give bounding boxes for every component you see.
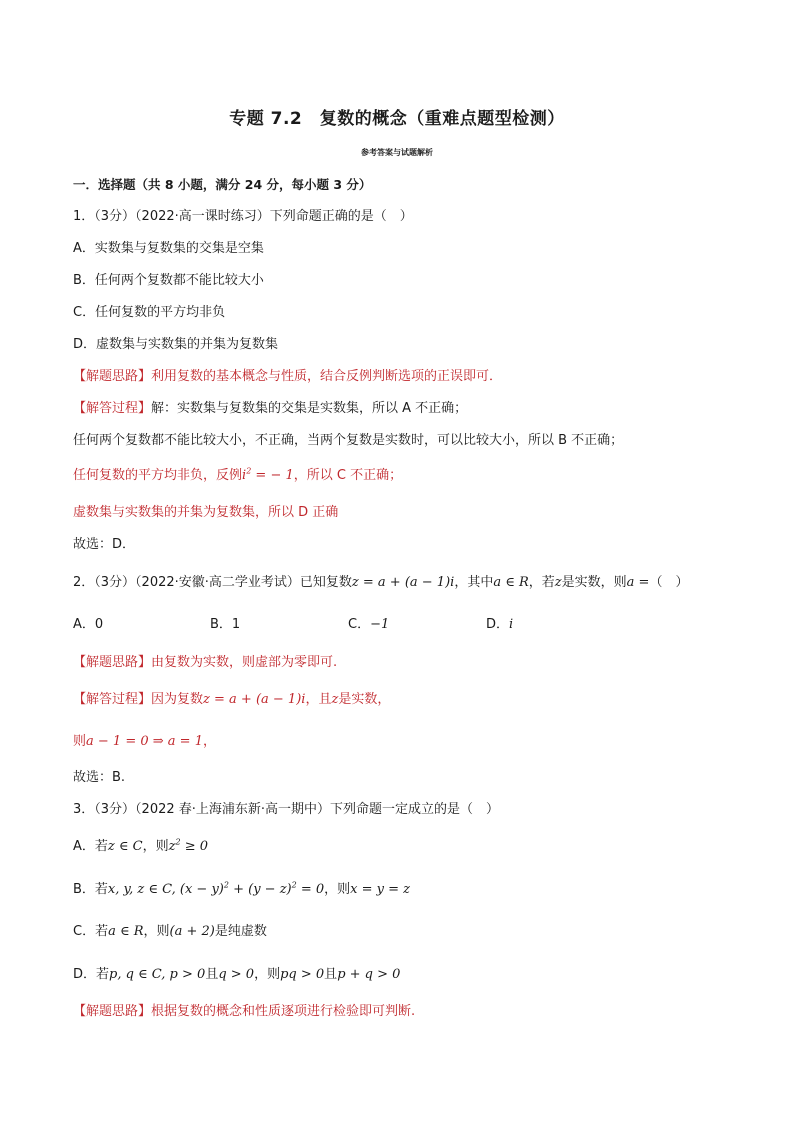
q2-formula-z-def: z = a + (a − 1)i [203, 692, 306, 707]
q2-process-tag: 【解答过程】 [73, 692, 152, 707]
q1-process-2: 任何两个复数都不能比较大小，不正确，当两个复数是实数时，可以比较大小，所以 B 不正确； [73, 433, 624, 448]
q1-option-b: B．任何两个复数都不能比较大小 [73, 273, 264, 288]
q2-hint [73, 654, 337, 672]
q2-stem-d: 是实数，则 [561, 575, 627, 590]
q3-option-a-2: ，则 [142, 839, 169, 854]
q1-hint-text: 利用复数的基本概念与性质，结合反例判断选项的正误即可． [151, 369, 503, 384]
q1-process-3 [73, 467, 402, 485]
q3-option-d-4: 且 [324, 967, 338, 982]
q3-formula-c2: (a + 2) [169, 924, 215, 939]
q3-formula-b1: x, y, z ∈ C, $(x - y)^2 + (y - z)^2 = 0$ [107, 880, 325, 897]
q1-option-a: A．实数集与复数集的交集是空集 [73, 241, 264, 256]
q3-formula-b2: x = y = z [350, 882, 411, 897]
q3-option-b [73, 881, 410, 899]
q3-hint-tag: 【解题思路】 [73, 1004, 152, 1019]
q1-option-c: C．任何复数的平方均非负 [73, 305, 226, 320]
q2-option-d-label: D． [486, 617, 510, 632]
q2-option-c-value: −1 [370, 617, 390, 632]
q2-process-2 [73, 733, 216, 751]
q2-hint-text: 由复数为实数，则虚部为零即可. [151, 655, 338, 670]
q3-option-d-1: D．若 [73, 967, 110, 982]
q3-formula-a2: $z^2 \ge 0$ [168, 837, 208, 854]
q2-formula-a-eq: a = [626, 575, 650, 590]
q2-option-a: A．0 [73, 617, 104, 632]
q2-process-1c: 是实数， [338, 692, 391, 707]
q1-process-4: 虚数集与实数集的并集为复数集，所以 D 正确 [73, 505, 339, 520]
q2-formula-solve: a − 1 = 0 ⇒ a = 1 [86, 734, 203, 749]
q3-formula-c1: a ∈ R [108, 924, 144, 939]
q3-option-b-2: ，则 [324, 882, 351, 897]
q1-answer: 故选：D． [73, 537, 136, 552]
q2-formula-a-in-r: a ∈ R [493, 575, 529, 590]
section-heading: 一．选择题（共 8 小题，满分 24 分，每小题 3 分） [73, 177, 372, 192]
page-subtitle: 参考答案与试题解析 [361, 148, 433, 157]
q2-option-c [348, 616, 389, 634]
q2-process-2b: ， [202, 734, 216, 749]
q3-formula-d2: q > 0 [218, 967, 255, 982]
q3-option-c-1: C．若 [73, 924, 109, 939]
q2-stem [73, 574, 688, 592]
q3-formula-d4: p + q > 0 [337, 967, 401, 982]
q3-option-d [73, 966, 400, 984]
q1-process-3a: 任何复数的平方均非负，反例 [73, 468, 243, 483]
q2-stem-e: （ ） [649, 575, 689, 590]
q2-process-2a: 则 [73, 734, 87, 749]
q2-formula-z: z = a + (a − 1)i [351, 575, 455, 590]
q1-hint-tag: 【解题思路】 [73, 369, 152, 384]
q3-option-a-1: A．若 [73, 839, 108, 854]
q2-formula-z2: z [554, 575, 562, 590]
q2-process-1a: 因为复数 [151, 692, 204, 707]
q2-option-d-value: i [509, 617, 514, 632]
q2-process-1 [73, 691, 390, 709]
q3-formula-d1: p, q ∈ C, p > 0 [109, 967, 206, 982]
q3-hint-text: 根据复数的概念和性质逐项进行检验即可判断. [151, 1004, 416, 1019]
q1-hint [73, 368, 502, 386]
q2-formula-z3: z [331, 692, 339, 707]
q2-stem-c: ，若 [528, 575, 555, 590]
q3-option-d-2: 且 [205, 967, 219, 982]
q1-stem: 1．（3分）（2022·高一课时练习）下列命题正确的是（ ） [73, 209, 413, 224]
q2-process-1b: ，且 [305, 692, 332, 707]
q1-formula-i-squared: $i^2$ = − 1 [242, 466, 294, 483]
q3-option-c-3: 是纯虚数 [214, 924, 267, 939]
q3-option-d-3: ，则 [254, 967, 281, 982]
q3-option-c-2: ，则 [143, 924, 170, 939]
q1-process-1 [73, 400, 467, 418]
q1-process-tag: 【解答过程】 [73, 401, 152, 416]
q3-option-c [73, 923, 267, 941]
q3-formula-d3: pq > 0 [280, 967, 325, 982]
q3-stem: 3．（3分）（2022 春·上海浦东新·高一期中）下列命题一定成立的是（ ） [73, 802, 500, 817]
q2-answer: 故选：B. [73, 770, 126, 785]
q1-option-d: D．虚数集与实数集的并集为复数集 [73, 337, 279, 352]
q2-stem-b: ，其中 [454, 575, 494, 590]
q2-option-c-label: C． [348, 617, 371, 632]
q2-option-b: B．1 [210, 617, 241, 632]
q3-formula-a1: z ∈ C [107, 839, 143, 854]
q2-option-d [486, 616, 513, 634]
q3-option-a [73, 838, 208, 856]
q3-hint [73, 1003, 415, 1021]
q2-hint-tag: 【解题思路】 [73, 655, 152, 670]
page-title: 专题 7.2 复数的概念（重难点题型检测） [229, 109, 565, 129]
q1-process-3b: ，所以 C 不正确； [293, 468, 403, 483]
q3-option-b-1: B．若 [73, 882, 108, 897]
q1-process-text-1: 解：实数集与复数集的交集是实数集，所以 A 不正确； [151, 401, 468, 416]
q2-stem-a: 2．（3分）（2022·安徽·高二学业考试）已知复数 [73, 575, 352, 590]
